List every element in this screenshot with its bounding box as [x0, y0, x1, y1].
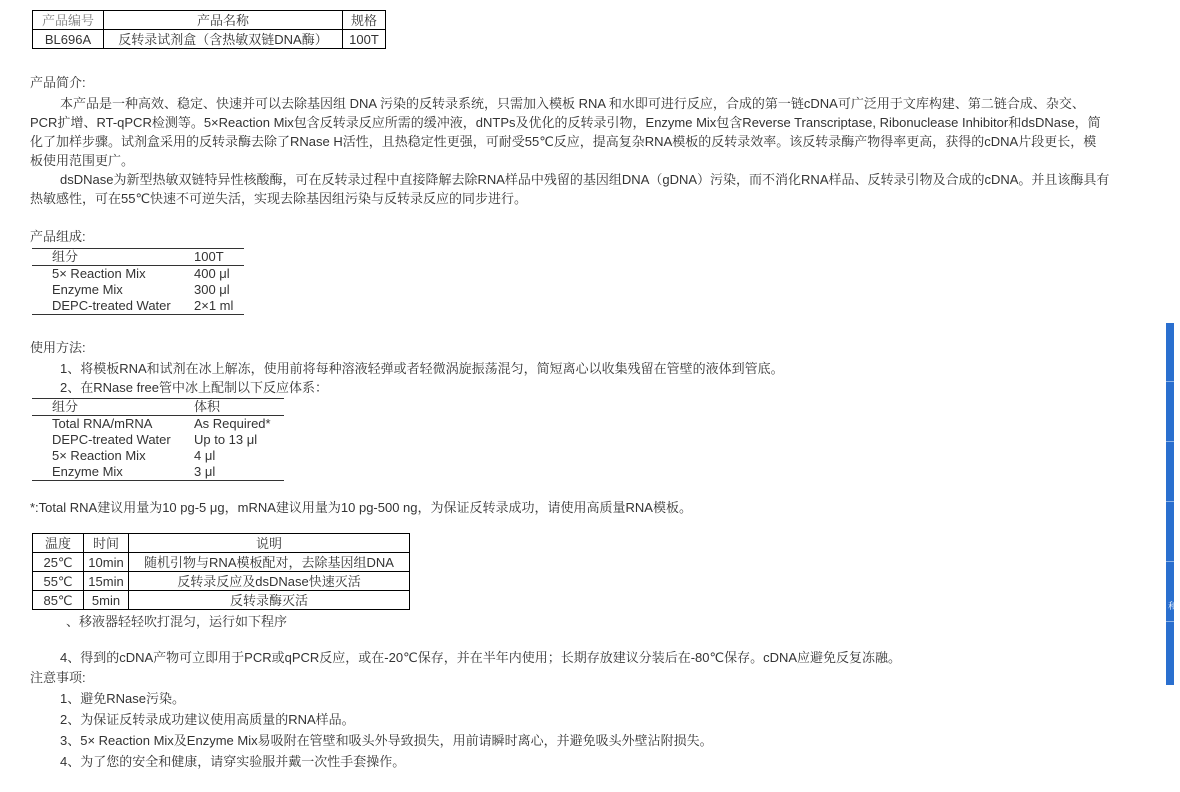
composition-header-component: 组分: [32, 249, 194, 266]
side-bar-label: 和: [1168, 601, 1178, 611]
temp-header-temperature: 温度: [33, 534, 84, 553]
reaction-volume: 4 μl: [194, 448, 216, 463]
temperature-header: [33, 534, 410, 553]
note-item: 1、避免RNase污染。: [60, 691, 185, 706]
product-spec: 100T: [343, 30, 386, 49]
component-amount: 400 μl: [194, 266, 230, 281]
usage-step-3: 、移液器轻轻吹打混匀，运行如下程序: [66, 614, 288, 629]
product-table-header: [33, 11, 386, 30]
intro-line: 板使用范围更广。: [30, 153, 135, 168]
step-description: 反转录反应及dsDNase快速灭活: [129, 572, 410, 591]
reaction-volume: 3 μl: [194, 464, 216, 479]
reaction-header-component: 组分: [32, 399, 194, 416]
temp-value: 25℃: [33, 553, 84, 572]
usage-step-1: 1、将模板RNA和试剂在冰上解冻，使用前将每种溶液轻弹或者轻微涡旋振荡混匀，简短离心以收集残留在管壁的液体到管底。: [60, 361, 784, 376]
product-table-row: [33, 30, 386, 49]
reaction-component: Enzyme Mix: [52, 464, 123, 479]
component-name: Enzyme Mix: [52, 282, 123, 297]
product-code: BL696A: [33, 30, 104, 49]
intro-line: 热敏感性，可在55℃快速不可逆失活，实现去除基因组污染与反转录反应的同步进行。: [30, 191, 528, 206]
intro-text: [30, 94, 1180, 208]
composition-header-amount: 100T: [194, 249, 244, 266]
reaction-volume: Up to 13 μl: [194, 432, 258, 447]
side-bar-divider: [1166, 501, 1174, 502]
table-row: [32, 432, 284, 448]
table-row: [32, 282, 244, 298]
product-name: 反转录试剂盒（含热敏双链DNA酶）: [104, 30, 343, 49]
step-description: 随机引物与RNA模板配对，去除基因组DNA: [129, 553, 410, 572]
usage-step-4: 4、得到的cDNA产物可立即用于PCR或qPCR反应，或在-20℃保存，并在半年内使用；长期存放建议分装后在-80℃保存。cDNA应避免反复冻融。: [60, 650, 902, 665]
reaction-component: 5× Reaction Mix: [52, 448, 146, 463]
component-amount: 300 μl: [194, 282, 230, 297]
side-bar-divider: [1166, 381, 1174, 382]
composition-header: [32, 249, 244, 266]
table-row: [33, 553, 410, 572]
intro-line: dsDNase为新型热敏双链特异性核酸酶，可在反转录过程中直接降解去除RNA样品中残留的基因组DNA（gDNA）污染，而不消化RNA样品、反转录引物及合成的cDNA。并且该酶具有: [60, 172, 1110, 187]
temperature-program-table: [32, 533, 410, 610]
note-item: 3、5× Reaction Mix及Enzyme Mix易吸附在管壁和吸头外导致损失，用前请瞬时离心，并避免吸头外壁沾附损失。: [60, 733, 713, 748]
product-code-header: 产品编号: [33, 11, 104, 30]
step-description: 反转录酶灭活: [129, 591, 410, 610]
side-bar-divider: [1166, 561, 1174, 562]
product-table: [32, 10, 386, 49]
intro-title: 产品简介:: [30, 75, 86, 90]
table-row: [32, 464, 284, 481]
composition-table: [32, 248, 244, 315]
time-value: 10min: [84, 553, 129, 572]
reaction-component: DEPC-treated Water: [52, 432, 171, 447]
product-name-header: 产品名称: [104, 11, 343, 30]
reaction-header-volume: 体积: [194, 399, 284, 416]
time-value: 15min: [84, 572, 129, 591]
usage-step-2: 2、在RNase free管中冰上配制以下反应体系：: [60, 380, 328, 395]
side-bar-divider: [1166, 621, 1174, 622]
notes-title: 注意事项:: [30, 670, 86, 685]
component-name: 5× Reaction Mix: [52, 266, 146, 281]
note-item: 4、为了您的安全和健康，请穿实验服并戴一次性手套操作。: [60, 754, 406, 769]
usage-note: *:Total RNA建议用量为10 pg-5 μg，mRNA建议用量为10 pg-500 ng，为保证反转录成功，请使用高质量RNA模板。: [30, 500, 692, 515]
usage-title: 使用方法:: [30, 340, 86, 355]
temp-value: 55℃: [33, 572, 84, 591]
intro-line: 本产品是一种高效、稳定、快速并可以去除基因组 DNA 污染的反转录系统，只需加入模板 RNA 和水即可进行反应，合成的第一链cDNA可广泛用于文库构建、第二链合成、杂交、: [60, 96, 1085, 111]
reaction-component: Total RNA/mRNA: [52, 416, 153, 431]
table-row: [32, 298, 244, 315]
temp-value: 85℃: [33, 591, 84, 610]
note-item: 2、为保证反转录成功建议使用高质量的RNA样品。: [60, 712, 355, 727]
intro-line: 化了加样步骤。试剂盒采用的反转录酶去除了RNase H活性，且热稳定性更强，可耐受55℃反应，提高复杂RNA模板的反转录效率。该反转录酶产物得率更高，获得的cDNA片段更长，模: [30, 134, 1097, 149]
table-row: [33, 591, 410, 610]
reaction-header: [32, 399, 284, 416]
component-amount: 2×1 ml: [194, 298, 234, 313]
temp-header-description: 说明: [129, 534, 410, 553]
intro-line: PCR扩增、RT-qPCR检测等。5×Reaction Mix包含反转录反应所需的缓冲液，dNTPs及优化的反转录引物，Enzyme Mix包含Reverse Transcriptase, Ribonuclease Inhibitor和dsDNase，简: [30, 115, 1101, 130]
reaction-volume: As Required*: [194, 416, 271, 431]
product-spec-header: 规格: [343, 11, 386, 30]
table-row: [32, 448, 284, 464]
reaction-table: [32, 398, 284, 481]
component-name: DEPC-treated Water: [52, 298, 171, 313]
table-row: [32, 416, 284, 433]
side-float-bar[interactable]: [1166, 323, 1178, 685]
table-row: [33, 572, 410, 591]
side-bar-divider: [1166, 441, 1174, 442]
table-row: [32, 266, 244, 283]
composition-title: 产品组成:: [30, 229, 86, 244]
temp-header-time: 时间: [84, 534, 129, 553]
time-value: 5min: [84, 591, 129, 610]
